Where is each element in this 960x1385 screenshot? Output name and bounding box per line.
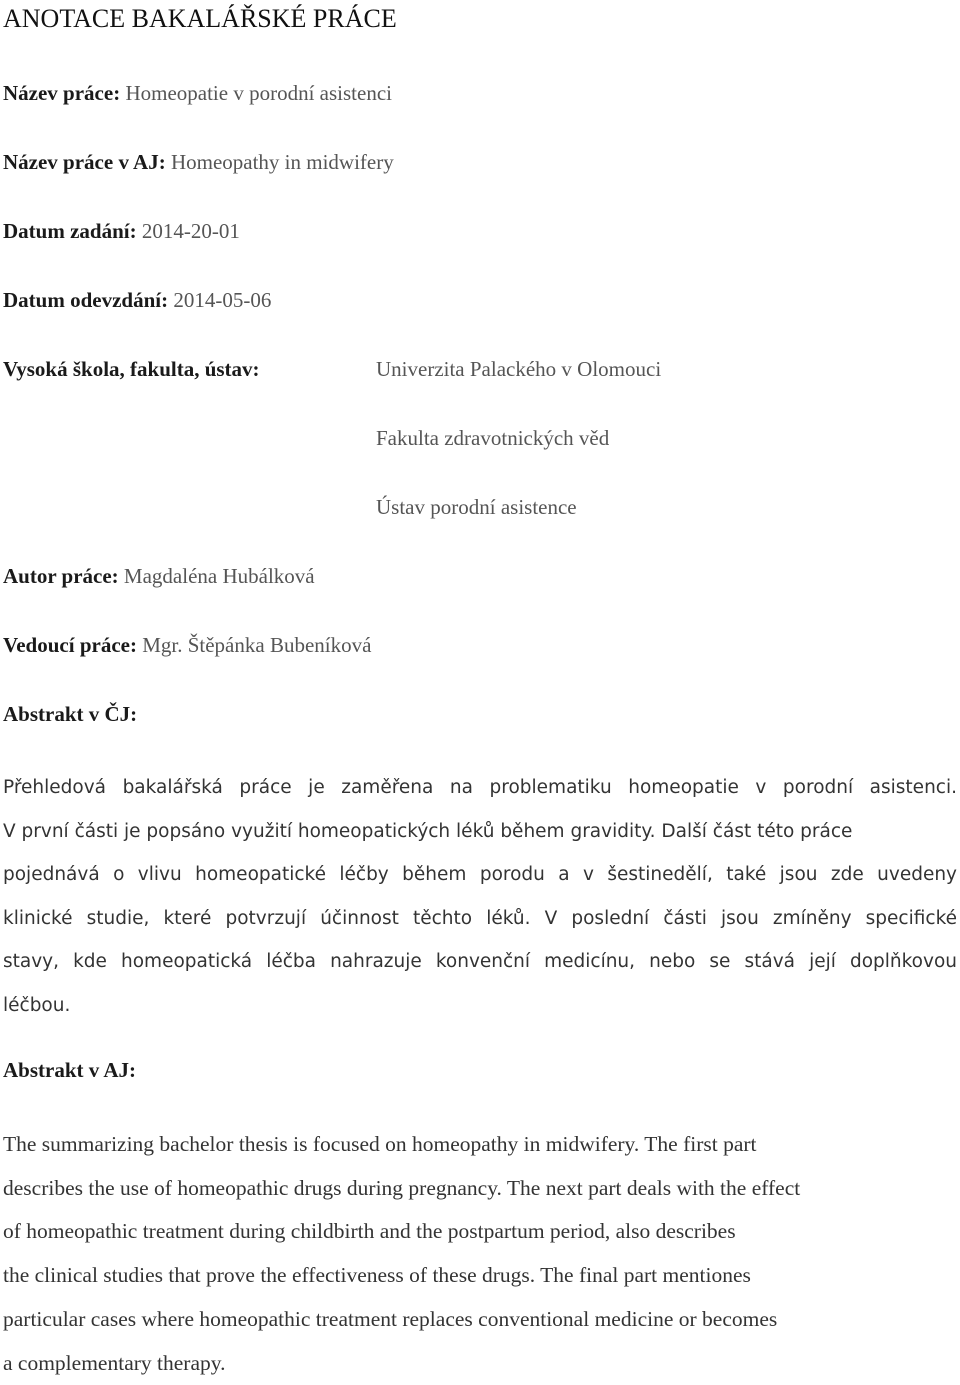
field-thesis-title-value: Homeopatie v porodní asistenci — [125, 81, 392, 105]
abstract-cz-line: V první části je popsáno využití homeopatických léků během gravidity. Další část této práce — [3, 820, 853, 842]
field-thesis-title — [3, 79, 392, 107]
field-thesis-title-label: Název práce: — [3, 81, 121, 105]
abstract-en-line: a complementary therapy. — [3, 1350, 226, 1375]
field-institution — [3, 355, 260, 383]
document-title: ANOTACE BAKALÁŘSKÉ PRÁCE — [3, 4, 397, 33]
field-assignment-date-value: 2014-20-01 — [141, 219, 240, 243]
abstract-cz-line: léčbou. — [3, 994, 71, 1016]
field-thesis-title-en-value: Homeopathy in midwifery — [170, 150, 394, 174]
field-assignment-date-label: Datum zadání: — [3, 219, 137, 243]
abstract-cz-text — [3, 766, 957, 1027]
abstract-cz-line: Přehledová bakalářská práce je zaměřena na problematiku homeopatie v porodní asistenci. — [3, 777, 957, 798]
field-thesis-title-en-label: Název práce v AJ: — [3, 150, 166, 174]
field-submission-date-value: 2014-05-06 — [173, 288, 272, 312]
field-institution-label: Vysoká škola, fakulta, ústav: — [3, 357, 260, 381]
abstract-cz-line: stavy, kde homeopatická léčba nahrazuje konvenční medicínu, nebo se stává její doplňkovou — [3, 951, 957, 972]
institution-university: Univerzita Palackého v Olomouci — [376, 357, 662, 381]
field-thesis-title-en — [3, 148, 394, 176]
field-author — [3, 562, 315, 590]
abstract-en-line: the clinical studies that prove the effectiveness of these drugs. The final part mentiones — [3, 1263, 751, 1288]
institution-department: Ústav porodní asistence — [376, 495, 577, 519]
field-submission-date — [3, 286, 271, 314]
abstract-en-heading: Abstrakt v AJ: — [3, 1058, 137, 1082]
abstract-en-line: describes the use of homeopathic drugs during pregnancy. The next part deals with the effect — [3, 1175, 801, 1200]
abstract-en-text — [3, 1123, 957, 1385]
abstract-en-line: particular cases where homeopathic treatment replaces conventional medicine or becomes — [3, 1306, 778, 1331]
field-author-value: Magdaléna Hubálková — [123, 564, 315, 588]
abstract-cz-line: pojednává o vlivu homeopatické léčby během porodu a v šestinedělí, také jsou zde uvedeny — [3, 864, 957, 885]
field-submission-date-label: Datum odevzdání: — [3, 288, 169, 312]
field-author-label: Autor práce: — [3, 564, 119, 588]
abstract-cz-line: klinické studie, které potvrzují účinnost těchto léků. V poslední části jsou zmíněny specifické — [3, 907, 957, 929]
abstract-en-line: of homeopathic treatment during childbirth and the postpartum period, also describes — [3, 1219, 736, 1244]
abstract-en-line: The summarizing bachelor thesis is focused on homeopathy in midwifery. The first part — [3, 1132, 757, 1156]
field-supervisor-value: Mgr. Štěpánka Bubeníková — [142, 633, 372, 657]
field-supervisor — [3, 631, 371, 659]
field-assignment-date — [3, 217, 240, 245]
field-supervisor-label: Vedoucí práce: — [3, 633, 137, 657]
abstract-cz-heading: Abstrakt v ČJ: — [3, 702, 138, 726]
institution-faculty: Fakulta zdravotnických věd — [376, 426, 610, 450]
